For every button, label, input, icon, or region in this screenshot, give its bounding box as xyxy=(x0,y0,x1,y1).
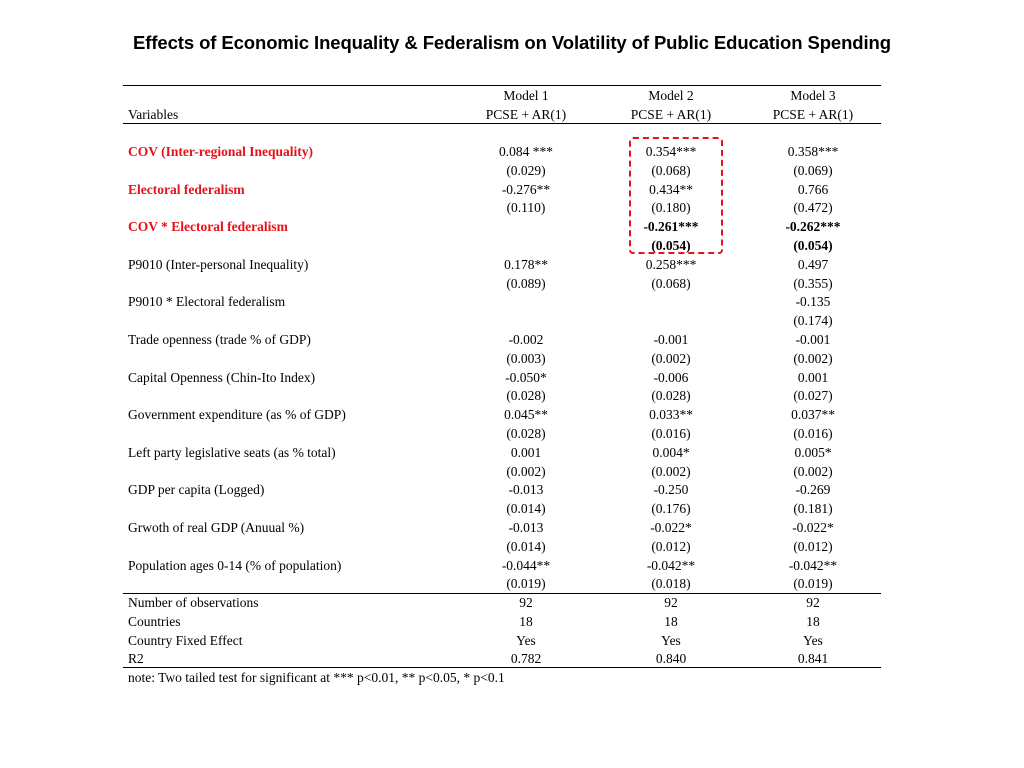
model-1-name: Model 1 xyxy=(503,88,549,103)
model-3-coef: -0.135 xyxy=(795,294,831,310)
model-1-coef: -0.013 xyxy=(508,520,544,535)
highlight-box xyxy=(629,137,723,254)
variable-label: Capital Openness (Chin-Ito Index) xyxy=(128,369,316,385)
variable-label: Population ages 0-14 (% of population) xyxy=(128,557,342,573)
model-1-se: (0.019) xyxy=(506,576,546,592)
model-1-coef: -0.276** xyxy=(501,181,551,197)
model-2-coef: -0.001 xyxy=(653,332,689,347)
model-1-stat: Yes xyxy=(516,632,536,648)
stat-label: R2 xyxy=(128,651,144,667)
model-3-stat: 18 xyxy=(806,613,820,629)
model-2-coef: -0.261*** xyxy=(643,219,699,235)
model-3-coef: -0.022* xyxy=(792,520,834,535)
model-3-se: (0.016) xyxy=(793,426,833,441)
model-2-stat: 18 xyxy=(664,613,678,629)
slide-title: Effects of Economic Inequality & Federalism on Volatility of Public Education Spending xyxy=(133,32,891,53)
model-3-coef: 0.766 xyxy=(797,181,829,197)
model-3-se: (0.019) xyxy=(793,576,833,592)
model-3-se: (0.069) xyxy=(793,162,833,178)
bottom-rule xyxy=(123,667,881,668)
model-2-se: (0.180) xyxy=(651,200,691,216)
model-1-se: (0.002) xyxy=(506,463,546,479)
model-1-se: (0.003) xyxy=(506,350,546,366)
model-3-name: Model 3 xyxy=(790,88,836,103)
model-1-coef: -0.044** xyxy=(501,557,551,573)
model-1-se: (0.089) xyxy=(506,275,546,291)
model-2-stat: 92 xyxy=(664,595,678,610)
variable-label: Electoral federalism xyxy=(128,181,245,197)
variable-label: P9010 (Inter-personal Inequality) xyxy=(128,256,309,272)
model-2-se: (0.028) xyxy=(651,388,691,404)
model-3-se: (0.002) xyxy=(793,350,833,366)
variable-label: COV * Electoral federalism xyxy=(128,219,288,235)
model-3-coef: -0.001 xyxy=(795,332,831,347)
model-1-se: (0.029) xyxy=(506,162,546,178)
model-1-coef: 0.178** xyxy=(504,256,548,272)
model-1-coef: 0.001 xyxy=(510,444,542,460)
model-3-se: (0.472) xyxy=(793,200,833,216)
model-2-se: (0.016) xyxy=(651,426,691,441)
model-2-se: (0.002) xyxy=(651,350,691,366)
model-2-se: (0.018) xyxy=(651,576,691,592)
model-3-coef: -0.262*** xyxy=(785,219,841,235)
model-1-coef: -0.013 xyxy=(508,482,544,498)
model-2-stat: 0.840 xyxy=(655,651,687,667)
model-3-coef: 0.358*** xyxy=(787,144,839,159)
model-2-coef: -0.006 xyxy=(653,369,689,385)
model-2-coef: 0.354*** xyxy=(645,144,697,159)
model-1-stat: 92 xyxy=(519,595,533,610)
model-3-se: (0.054) xyxy=(793,238,833,253)
model-2-stat: Yes xyxy=(661,632,681,648)
model-3-se: (0.012) xyxy=(793,538,833,554)
model-1-se: (0.014) xyxy=(506,501,546,517)
model-1-se: (0.028) xyxy=(506,426,546,441)
variable-label: Left party legislative seats (as % total) xyxy=(128,444,336,460)
model-1-stat: 18 xyxy=(519,613,533,629)
model-1-coef: -0.050* xyxy=(505,369,547,385)
variable-label: Grwoth of real GDP (Anuual %) xyxy=(128,520,305,535)
model-1-stat: 0.782 xyxy=(510,651,542,667)
model-3-se: (0.355) xyxy=(793,275,833,291)
model-3-coef: -0.269 xyxy=(795,482,831,498)
stat-label: Number of observations xyxy=(128,595,259,610)
model-3-stat: Yes xyxy=(803,632,823,648)
header-rule xyxy=(123,123,881,124)
model-1-se: (0.110) xyxy=(506,200,546,216)
model-3-se: (0.002) xyxy=(793,463,833,479)
model-1-method: PCSE + AR(1) xyxy=(485,107,567,122)
model-2-coef: -0.022* xyxy=(650,520,692,535)
variable-label: COV (Inter-regional Inequality) xyxy=(128,144,313,159)
model-1-se: (0.028) xyxy=(506,388,546,404)
model-3-coef: 0.037** xyxy=(791,407,835,423)
model-2-coef: -0.250 xyxy=(653,482,689,498)
model-3-method: PCSE + AR(1) xyxy=(772,107,854,122)
variable-label: GDP per capita (Logged) xyxy=(128,482,265,498)
model-3-coef: 0.005* xyxy=(794,444,832,460)
model-2-se: (0.054) xyxy=(651,238,691,253)
model-2-se: (0.176) xyxy=(651,501,691,517)
stat-label: Country Fixed Effect xyxy=(128,632,243,648)
model-1-coef: -0.002 xyxy=(508,332,544,347)
model-1-se: (0.014) xyxy=(506,538,546,554)
model-2-se: (0.002) xyxy=(651,463,691,479)
model-2-coef: -0.042** xyxy=(646,557,696,573)
stat-label: Countries xyxy=(128,613,181,629)
model-2-coef: 0.258*** xyxy=(645,256,697,272)
model-3-coef: 0.001 xyxy=(797,369,829,385)
variable-label: Government expenditure (as % of GDP) xyxy=(128,407,346,423)
model-3-se: (0.027) xyxy=(793,388,833,404)
model-2-se: (0.068) xyxy=(651,275,691,291)
model-2-name: Model 2 xyxy=(648,88,694,103)
model-3-se: (0.181) xyxy=(793,501,833,517)
model-3-stat: 0.841 xyxy=(797,651,829,667)
model-2-method: PCSE + AR(1) xyxy=(630,107,712,122)
top-rule xyxy=(123,85,881,86)
model-3-coef: -0.042** xyxy=(788,557,838,573)
model-3-coef: 0.497 xyxy=(797,256,829,272)
variable-label: Trade openness (trade % of GDP) xyxy=(128,332,311,347)
variable-label: P9010 * Electoral federalism xyxy=(128,294,286,310)
model-1-coef: 0.084 *** xyxy=(499,144,553,159)
model-2-se: (0.012) xyxy=(651,538,691,554)
model-2-se: (0.068) xyxy=(651,162,691,178)
model-2-coef: 0.434** xyxy=(649,181,693,197)
model-2-coef: 0.033** xyxy=(649,407,693,423)
model-1-coef: 0.045** xyxy=(504,407,548,423)
table-note: note: Two tailed test for significant at *** p<0.01, ** p<0.05, * p<0.1 xyxy=(128,670,505,685)
model-3-se: (0.174) xyxy=(793,313,833,329)
model-2-coef: 0.004* xyxy=(652,444,690,460)
variables-header: Variables xyxy=(128,107,179,122)
model-3-stat: 92 xyxy=(806,595,820,610)
